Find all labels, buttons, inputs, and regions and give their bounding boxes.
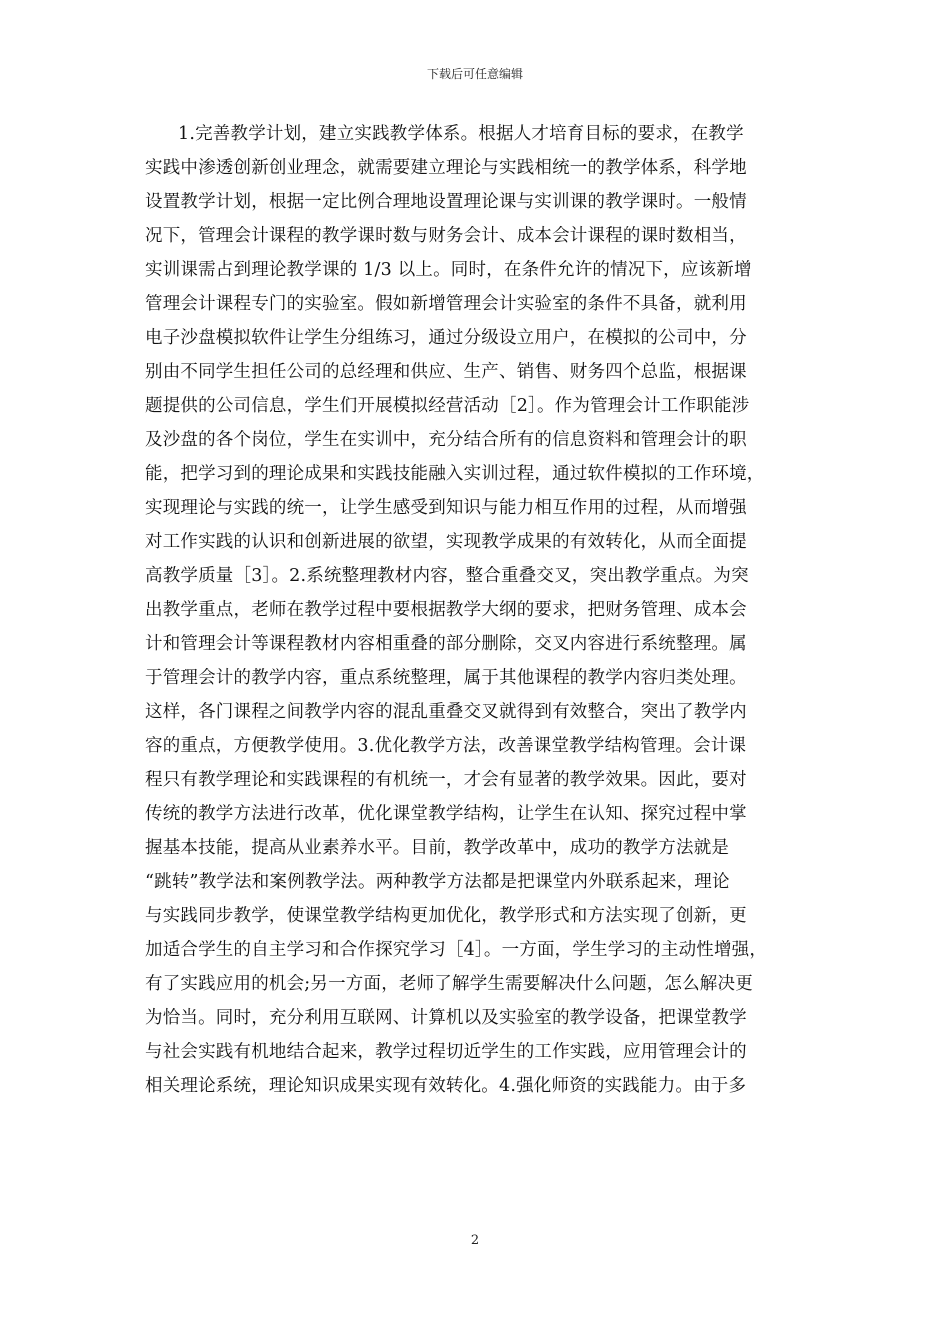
text-line: 管理会计课程专门的实验室。假如新增管理会计实验室的条件不具备，就利用 [145,294,747,314]
text-line: 出教学重点，老师在教学过程中要根据教学大纲的要求，把财务管理、成本会 [145,600,747,620]
text-line: 于管理会计的教学内容，重点系统整理，属于其他课程的教学内容归类处理。 [145,668,747,688]
text-line: 实践中渗透创新创业理念，就需要建立理论与实践相统一的教学体系，科学地 [145,158,747,178]
text-line: 加适合学生的自主学习和合作探究学习［4］。一方面，学生学习的主动性增强， [145,940,768,960]
text-line: 为恰当。同时，充分利用互联网、计算机以及实验室的教学设备，把课堂教学 [145,1008,747,1028]
text-line: 及沙盘的各个岗位，学生在实训中，充分结合所有的信息资料和管理会计的职 [145,430,747,450]
text-line: 设置教学计划，根据一定比例合理地设置理论课与实训课的教学课时。一般情 [145,192,747,212]
text-line: 况下，管理会计课程的教学课时数与财务会计、成本会计课程的课时数相当， [145,226,747,246]
text-line: 高教学质量［3］。2.系统整理教材内容，整合重叠交叉，突出教学重点。为突 [145,566,749,586]
text-line: 相关理论系统，理论知识成果实现有效转化。4.强化师资的实践能力。由于多 [145,1076,747,1096]
text-line: 有了实践应用的机会;另一方面，老师了解学生需要解决什么问题，怎么解决更 [145,974,753,994]
text-line: 握基本技能，提高从业素养水平。目前，教学改革中，成功的教学方法就是 [145,838,730,858]
text-line: 与实践同步教学，使课堂教学结构更加优化，教学形式和方法实现了创新，更 [145,906,747,926]
text-line: 容的重点，方便教学使用。3.优化教学方法，改善课堂教学结构管理。会计课 [145,736,747,756]
text-line: 别由不同学生担任公司的总经理和供应、生产、销售、财务四个总监，根据课 [145,362,747,382]
text-line: 程只有教学理论和实践课程的有机统一，才会有显著的教学效果。因此，要对 [145,770,747,790]
text-line: 传统的教学方法进行改革，优化课堂教学结构，让学生在认知、探究过程中掌 [145,804,747,824]
text-line: 实训课需占到理论教学课的 1/3 以上。同时，在条件允许的情况下，应该新增 [145,260,752,280]
text-line: 与社会实践有机地结合起来，教学过程切近学生的工作实践，应用管理会计的 [145,1042,747,1062]
text-line: 1.完善教学计划，建立实践教学体系。根据人才培育目标的要求，在教学 [178,124,744,144]
page-header: 下载后可任意编辑 [426,67,523,81]
text-line: 对工作实践的认识和创新进展的欲望，实现教学成果的有效转化，从而全面提 [145,532,747,552]
text-line: “跳转”教学法和案例教学法。两种教学方法都是把课堂内外联系起来，理论 [145,872,730,892]
text-line: 题提供的公司信息，学生们开展模拟经营活动［2］。作为管理会计工作职能涉 [145,396,750,416]
text-line: 计和管理会计等课程教材内容相重叠的部分删除，交叉内容进行系统整理。属 [145,634,747,654]
page-number: 2 [470,1233,480,1248]
text-line: 这样，各门课程之间教学内容的混乱重叠交叉就得到有效整合，突出了教学内 [145,702,747,722]
text-line: 电子沙盘模拟软件让学生分组练习，通过分级设立用户，在模拟的公司中，分 [145,328,747,348]
text-line: 实现理论与实践的统一，让学生感受到知识与能力相互作用的过程，从而增强 [145,498,747,518]
text-line: 能，把学习到的理论成果和实践技能融入实训过程，通过软件模拟的工作环境， [145,464,765,484]
